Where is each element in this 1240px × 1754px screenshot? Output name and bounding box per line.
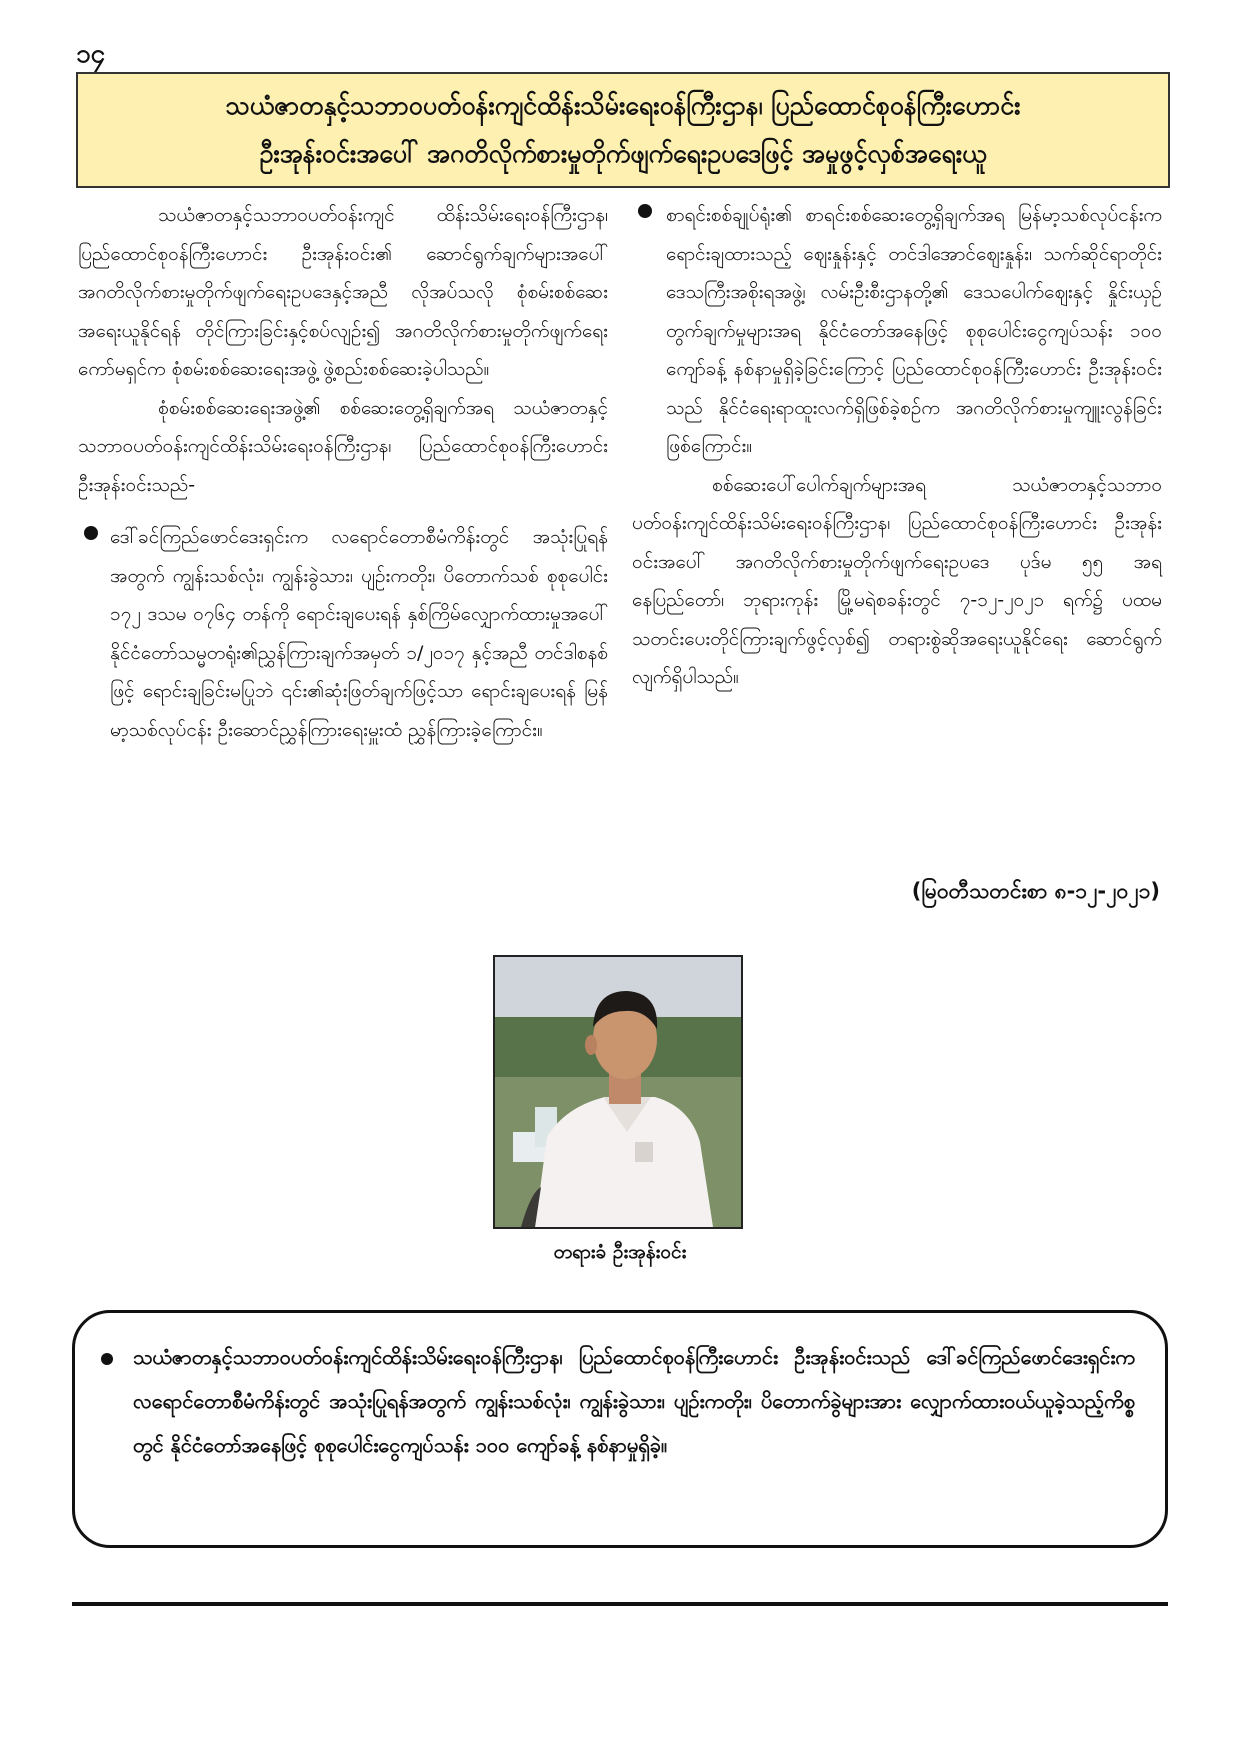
bullet-text-2: စာရင်းစစ်ချုပ်ရုံး၏ စာရင်းစစ်ဆေးတွေ့ရှိချက်အရ မြန်မာ့သစ်လုပ်ငန်းက ရောင်းချထားသည့် ဈေးနှုန်းနှင့် တင်ဒါအောင်ဈေးနှုန်း၊ သက်ဆိုင်ရာတိုင်းဒေသကြီးအစိုးရအဖွဲ့၊ လမ်းဦးစီးဌာနတို့၏ ဒေသပေါက်ဈေးနှင့် နှိုင်းယှဉ်တွက်ချက်မှုများအရ နိုင်ငံတော်အနေဖြင့် စုစုပေါင်းငွေကျပ်သန်း ၁၀၀ ကျော်ခန့် နစ်နာမှုရှိခဲ့ခြင်းကြောင့် ပြည်ထောင်စုဝန်ကြီးဟောင်း ဦးအုန်းဝင်းသည် နိုင်ငံရေးရာထူးလက်ရှိဖြစ်ခဲ့စဉ်က အဂတိလိုက်စားမှုကျူးလွန်ခြင်းဖြစ်ကြောင်း။: [666, 204, 1162, 457]
footer-divider: [72, 1602, 1168, 1606]
bullet-item-2: [632, 196, 1162, 466]
summary-box: [72, 1310, 1168, 1548]
bullet-text-1: ဒေါ်ခင်ကြည်ဖောင်ဒေးရှင်းက လရောင်တောစီမံကိန်းတွင် အသုံးပြုရန်အတွက် ကျွန်းသစ်လုံး၊ ကျွန်းခွဲသား၊ ပျဉ်းကတိုး၊ ပိတောက်သစ် စုစုပေါင်း ၁၇၂ ဒသမ ၀၇၆၄ တန်ကို ရောင်းချပေးရန် နှစ်ကြိမ်လျှောက်ထားမှုအပေါ် နိုင်ငံတော်သမ္မတရုံး၏ညွှန်ကြားချက်အမှတ် ၁/၂၀၁၇ နှင့်အညီ တင်ဒါစနစ်ဖြင့် ရောင်းချခြင်းမပြုဘဲ ၎င်း၏ဆုံးဖြတ်ချက်ဖြင့်သာ ရောင်းချပေးရန် မြန်မာ့သစ်လုပ်ငန်း ဦးဆောင်ညွှန်ကြားရေးမှူးထံ ညွှန်ကြားခဲ့ကြောင်း။: [110, 526, 608, 741]
summary-text: သယံဇာတနှင့်သဘာဝပတ်ဝန်းကျင်ထိန်းသိမ်းရေးဝန်ကြီးဌာန၊ ပြည်ထောင်စုဝန်ကြီးဟောင်း ဦးအုန်းဝင်းသည် ဒေါ်ခင်ကြည်ဖောင်ဒေးရှင်းက လရောင်တောစီမံကိန်းတွင် အသုံးပြုရန်အတွက် ကျွန်းသစ်လုံး၊ ကျွန်းခွဲသား၊ ပျဉ်းကတိုး၊ ပိတောက်ခွဲများအား လျှောက်ထားဝယ်ယူခဲ့သည့်ကိစ္စတွင် နိုင်ငံတော်အနေဖြင့် စုစုပေါင်းငွေကျပ်သန်း ၁၀၀ ကျော်ခန့် နစ်နာမှုရှိခဲ့။: [133, 1345, 1135, 1457]
conclusion-paragraph: စစ်ဆေးပေါ်ပေါက်ချက်များအရ သယံဇာတနှင့်သဘာဝပတ်ဝန်းကျင်ထိန်းသိမ်းရေးဝန်ကြီးဌာန၊ ပြည်ထောင်စုဝန်ကြီးဟောင်း ဦးအုန်းဝင်းအပေါ် အဂတိလိုက်စားမှုတိုက်ဖျက်ရေးဥပဒေ ပုဒ်မ ၅၅ အရ နေပြည်တော်၊ ဘုရားကုန်း မြို့မရဲစခန်းတွင် ၇-၁၂-၂၀၂၁ ရက်၌ ပထမသတင်းပေးတိုင်ကြားချက်ဖွင့်လှစ်၍ တရားစွဲဆိုအရေးယူနိုင်ရေး ဆောင်ရွက်လျက်ရှိပါသည်။: [632, 473, 1162, 688]
headline-line-1: သယံဇာတနှင့်သဘာဝပတ်ဝန်းကျင်ထိန်းသိမ်းရေးဝန်ကြီးဌာန၊ ပြည်ထောင်စုဝန်ကြီးဟောင်း: [225, 91, 1021, 120]
headline-box: [76, 72, 1170, 188]
bullet-item-1: [78, 518, 608, 749]
bullet-icon: [84, 526, 98, 540]
right-column: [632, 196, 1162, 697]
left-column: [78, 196, 608, 749]
accused-photo: [493, 955, 743, 1229]
person-portrait-icon: [495, 957, 741, 1227]
bullet-icon: [101, 1353, 113, 1365]
intro-paragraph: သယံဇာတနှင့်သဘာဝပတ်ဝန်းကျင် ထိန်းသိမ်းရေးဝန်ကြီးဌာန၊ ပြည်ထောင်စုဝန်ကြီးဟောင်း ဦးအုန်းဝင်း၏ ဆောင်ရွက်ချက်များအပေါ် အဂတိလိုက်စားမှုတိုက်ဖျက်ရေးဥပဒေနှင့်အညီ လိုအပ်သလို စုံစမ်းစစ်ဆေးအရေးယူနိုင်ရန် တိုင်ကြားခြင်းနှင့်စပ်လျဉ်း၍ အဂတိလိုက်စားမှုတိုက်ဖျက်ရေးကော်မရှင်က စုံစမ်းစစ်ဆေးရေးအဖွဲ့ ဖွဲ့စည်းစစ်ဆေးခဲ့ပါသည်။: [78, 204, 608, 380]
findings-paragraph: စုံစမ်းစစ်ဆေးရေးအဖွဲ့၏ စစ်ဆေးတွေ့ရှိချက်အရ သယံဇာတနှင့်သဘာဝပတ်ဝန်းကျင်ထိန်းသိမ်းရေးဝန်ကြီးဌာန၊ ပြည်ထောင်စုဝန်ကြီးဟောင်း ဦးအုန်းဝင်းသည်-: [78, 396, 608, 496]
photo-caption: တရားခံ ဦးအုန်းဝင်း: [553, 1241, 687, 1263]
bullet-icon: [638, 204, 652, 218]
source-citation: (မြဝတီသတင်းစာ ၈-၁၂-၂၀၂၁): [911, 879, 1160, 903]
headline-line-2: ဦးအုန်းဝင်းအပေါ် အဂတိလိုက်စားမှုတိုက်ဖျက်ရေးဥပဒေဖြင့် အမှုဖွင့်လှစ်အရေးယူ: [259, 139, 987, 168]
page-number: ၁၄: [76, 39, 106, 69]
